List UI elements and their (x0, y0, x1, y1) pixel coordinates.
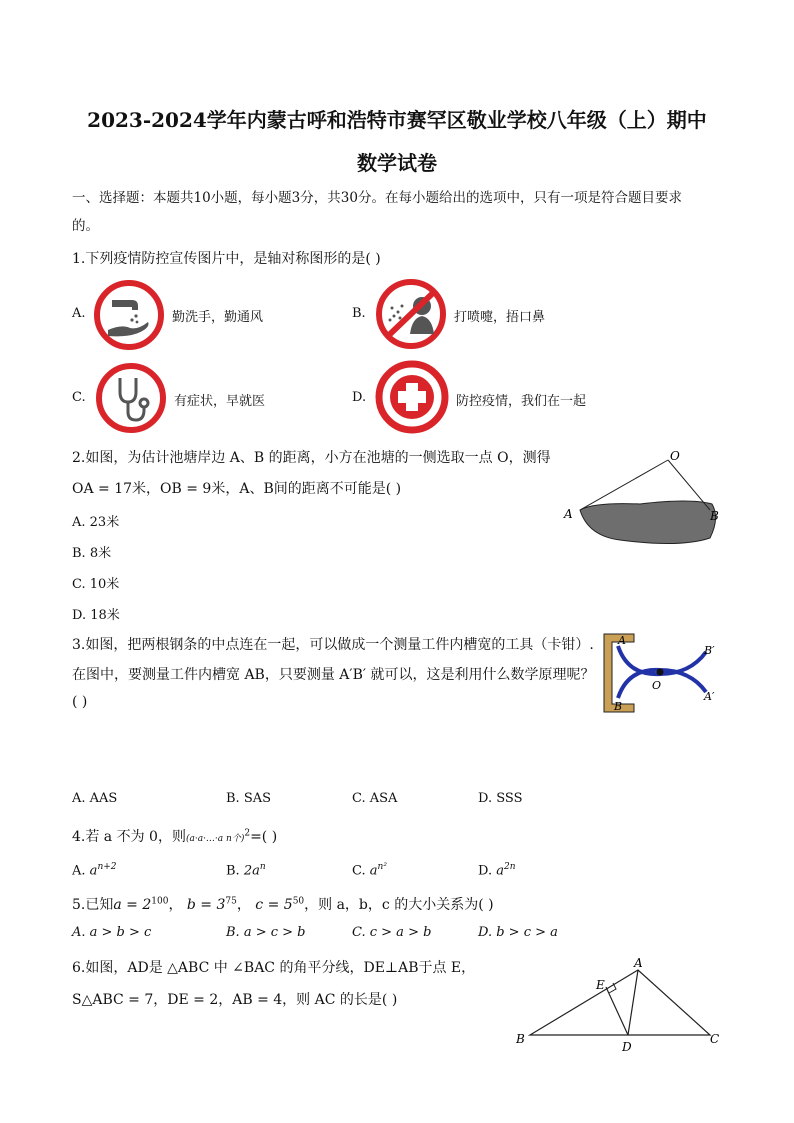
q5-option-c[interactable]: C. c > a > b (352, 925, 432, 940)
q1-option-d-letter: D. (352, 390, 367, 405)
q3-line2: 在图中，要测量工件内槽宽 AB，只要测量 A′B′ 就可以，这是利用什么数学原理呢？ (72, 667, 595, 683)
q4-exponent: 2 (244, 828, 251, 839)
q3-option-a[interactable]: A. AAS (72, 791, 118, 806)
q6-label-c: C (710, 1032, 720, 1046)
no-sneeze-icon (372, 278, 450, 350)
q2-option-c[interactable]: C. 10米 (72, 577, 120, 592)
q5-b-expr: b = 3 (186, 897, 226, 913)
q2-option-b[interactable]: B. 8米 (72, 546, 112, 561)
q2-option-d[interactable]: D. 18米 (72, 608, 120, 623)
q5-option-b[interactable]: B. a > c > b (226, 925, 306, 940)
q4-stem (72, 826, 277, 846)
section-instructions-line1: 一、选择题：本题共10小题，每小题3分，共30分。在每小题给出的选项中，只有一项是符合题目要求 (72, 190, 682, 206)
q3-option-b[interactable]: B. SAS (226, 791, 272, 806)
q6-label-b: B (516, 1032, 525, 1046)
q4-option-a[interactable]: A. $a^{n+2}$ (72, 862, 117, 879)
q5-option-d[interactable]: D. b > c > a (478, 925, 558, 940)
q4-option-b[interactable]: B. $2a^n$ (226, 862, 266, 879)
q2-pond-figure (560, 446, 730, 556)
q3-option-c[interactable]: C. ASA (352, 791, 398, 806)
q3-label-o: O (652, 679, 662, 692)
page-subtitle: 数学试卷 (357, 151, 437, 175)
q3-label-a-prime: A′ (704, 690, 715, 703)
q2-label-b: B (710, 509, 719, 523)
q6-line2: S△ABC = 7，DE = 2，AB = 4，则 AC 的长是( ) (72, 992, 398, 1008)
q1-option-b-letter: B. (352, 306, 366, 321)
q3-label-a: A (618, 634, 626, 647)
q4-option-c[interactable]: C. $a^{n^2}$ (352, 862, 387, 879)
q4-prefix: 4.若 a 不为 0，则 (72, 829, 186, 845)
q3-option-d[interactable]: D. SSS (478, 791, 523, 806)
q1-option-a-letter: A. (72, 306, 86, 321)
q1-option-a-caption: 勤洗手，勤通风 (172, 310, 264, 325)
q6-triangle-figure (510, 955, 730, 1055)
medical-cross-icon (372, 360, 452, 434)
q2-label-o: O (670, 449, 680, 463)
q1-option-d-caption: 防控疫情，我们在一起 (456, 394, 587, 409)
q5-stem: 5.已知$a = 2^{100}$， $b = 3^{75}$， $c = 5^{50}$，则 a，b，c 的大小关系为( ) (72, 896, 494, 913)
q5-c-expr: c = 5 (255, 897, 293, 913)
q5-a-expr: a = 2 (113, 897, 152, 913)
q6-label-e: E (596, 978, 605, 992)
q4-expression: (a·a·…·a n个) (185, 834, 245, 844)
q6-label-a: A (634, 956, 643, 970)
q1-option-c-caption: 有症状，早就医 (174, 394, 266, 409)
q3-caliper-figure (600, 632, 730, 714)
q2-line2: OA = 17米，OB = 9米，A、B间的距离不可能是( ) (72, 481, 402, 497)
hand-washing-icon (90, 280, 168, 350)
q2-line1: 2.如图，为估计池塘岸边 A、B 的距离，小方在池塘的一侧选取一点 O，测得 (72, 450, 551, 466)
q2-label-a: A (564, 507, 573, 521)
q4-option-d[interactable]: D. $a^{2n}$ (478, 862, 516, 879)
q6-line1: 6.如图，AD是 △ABC 中 ∠BAC 的角平分线，DE⊥AB于点 E， (72, 960, 476, 976)
page-title: 2023-2024学年内蒙古呼和浩特市赛罕区敬业学校八年级（上）期中 (87, 108, 707, 132)
q5-option-a[interactable]: A. a > b > c (72, 925, 152, 940)
q2-option-a[interactable]: A. 23米 (72, 515, 120, 530)
q3-label-b: B (614, 700, 623, 713)
q3-label-b-prime: B′ (704, 644, 715, 657)
q3-line1: 3.如图，把两根钢条的中点连在一起，可以做成一个测量工件内槽宽的工具（卡钳）. (72, 637, 594, 653)
q4-suffix: =( ) (250, 829, 278, 845)
q1-option-c-letter: C. (72, 390, 86, 405)
stethoscope-icon (92, 362, 170, 434)
q1-option-b-caption: 打喷嚏，捂口鼻 (454, 310, 546, 325)
q1-stem: 1.下列疫情防控宣传图片中，是轴对称图形的是( ) (72, 251, 381, 267)
q3-line3: ( ) (72, 694, 88, 710)
q6-label-d: D (622, 1040, 632, 1054)
section-instructions-line2: 的。 (72, 218, 99, 234)
